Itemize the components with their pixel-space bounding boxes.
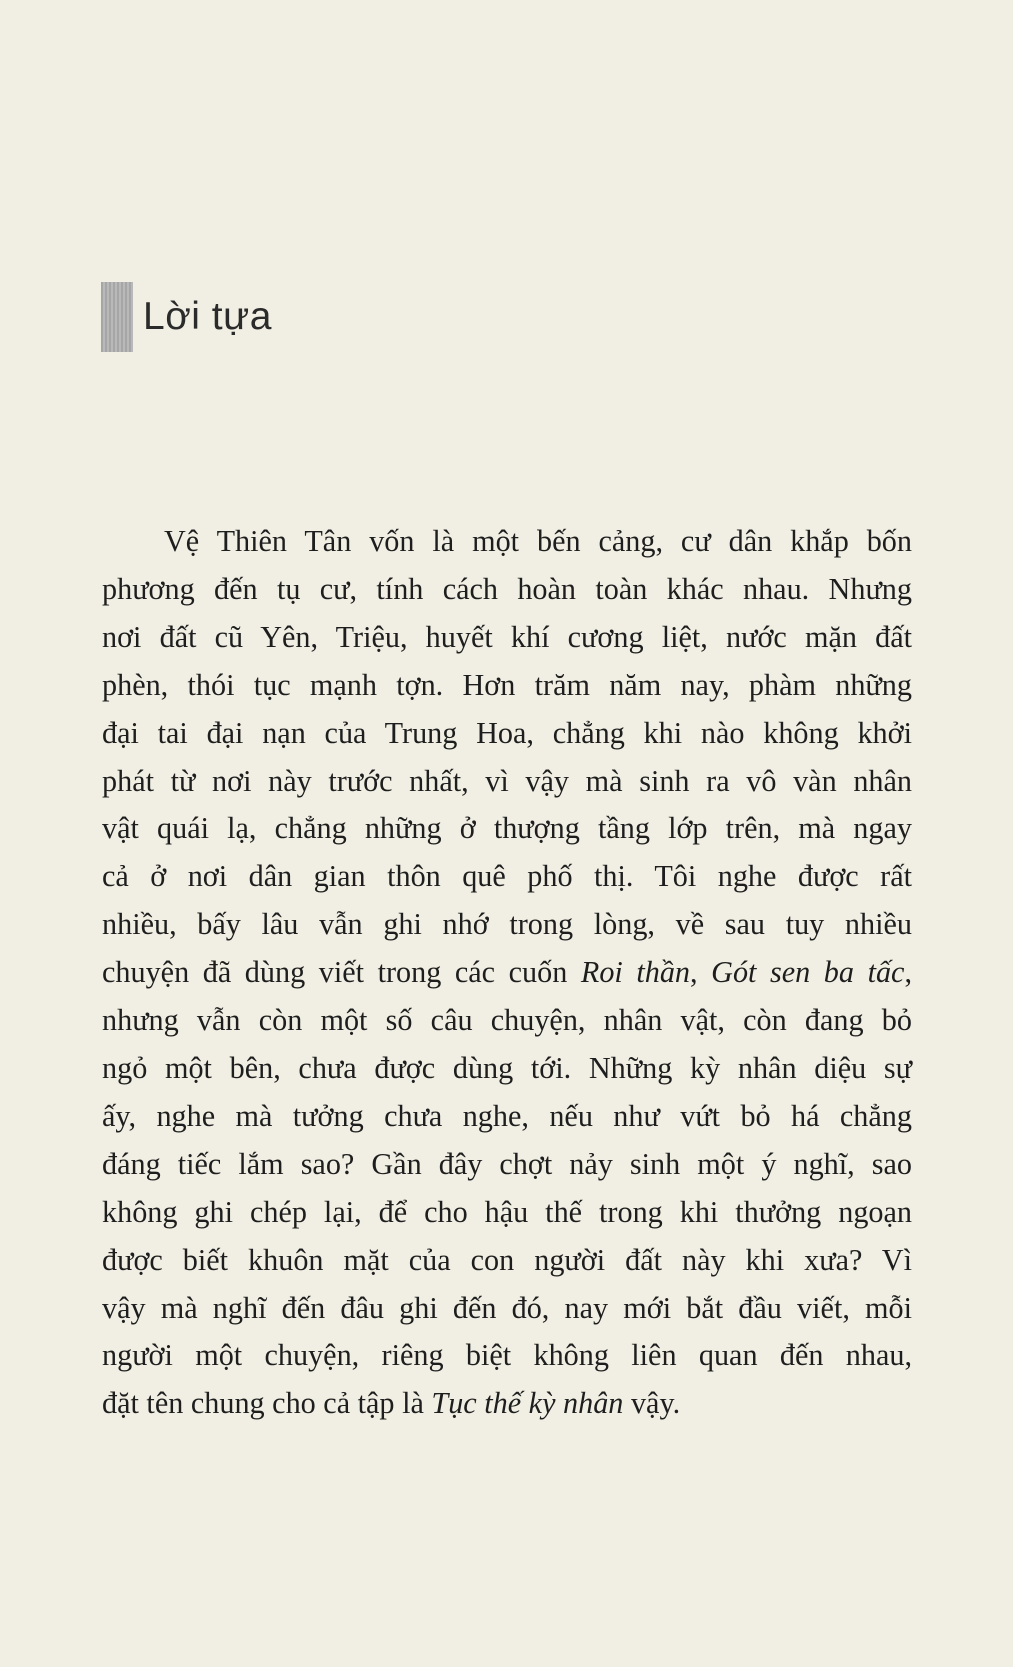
text-line [102,1189,912,1237]
heading-accent-bar [101,282,133,352]
text-segment: phèn, thói tục mạnh tợn. Hơn trăm năm nay, phàm những [102,667,912,702]
text-segment: người một chuyện, riêng biệt không liên quan đến nhau, [102,1338,912,1373]
text-segment: nhưng vẫn còn một số câu chuyện, nhân vật, còn đang bỏ [102,1003,912,1038]
text-line [102,518,912,566]
text-line [102,662,912,710]
text-segment: vậy mà nghĩ đến đâu ghi đến đó, nay mới bắt đầu viết, mỗi [102,1290,912,1325]
text-line [102,901,912,949]
text-line [102,1141,912,1189]
text-line [102,1285,912,1333]
text-segment: , [904,955,912,990]
text-segment: , [690,955,712,990]
text-line [102,1237,912,1285]
text-line [102,1332,912,1380]
text-segment: cả ở nơi dân gian thôn quê phố thị. Tôi nghe được rất [102,859,912,894]
text-segment: Vệ Thiên Tân vốn là một bến cảng, cư dân khắp bốn [164,524,912,558]
book-title-text: Roi thần [580,955,691,990]
text-segment: phát từ nơi này trước nhất, vì vậy mà sinh ra vô vàn nhân [102,763,912,798]
text-segment: vậy. [623,1386,681,1421]
text-line [102,949,912,997]
text-line [102,1045,912,1093]
preface-body [102,518,912,1428]
text-segment: ấy, nghe mà tưởng chưa nghe, nếu như vứt bỏ há chẳng [102,1098,912,1133]
text-line [102,566,912,614]
text-line [102,1380,912,1428]
text-line [102,997,912,1045]
heading-title: Lời tựa [143,295,272,338]
text-line [102,853,912,901]
text-segment: đáng tiếc lắm sao? Gần đây chợt nảy sinh một ý nghĩ, sao [102,1146,912,1181]
text-line [102,1093,912,1141]
text-segment: vật quái lạ, chẳng những ở thượng tầng lớp trên, mà ngay [102,811,912,846]
preface-heading [101,282,272,352]
text-line [102,710,912,758]
text-segment: ngỏ một bên, chưa được dùng tới. Những kỳ nhân diệu sự [102,1050,912,1085]
text-segment: chuyện đã dùng viết trong các cuốn [102,955,581,990]
book-title-text: Gót sen ba tấc [711,955,905,990]
text-segment: đặt tên chung cho cả tập là [102,1386,432,1421]
text-segment: đại tai đại nạn của Trung Hoa, chẳng khi nào không khởi [102,715,912,750]
text-line [102,758,912,806]
text-line [102,614,912,662]
text-segment: nơi đất cũ Yên, Triệu, huyết khí cương liệt, nước mặn đất [102,619,912,654]
text-line [102,805,912,853]
text-segment: phương đến tụ cư, tính cách hoàn toàn khác nhau. Nhưng [102,571,912,606]
text-segment: không ghi chép lại, để cho hậu thế trong khi thưởng ngoạn [102,1194,912,1229]
text-segment: được biết khuôn mặt của con người đất này khi xưa? Vì [102,1242,912,1277]
book-title-text: Tục thế kỳ nhân [431,1386,624,1421]
text-segment: nhiều, bấy lâu vẫn ghi nhớ trong lòng, về sau tuy nhiều [102,907,912,942]
